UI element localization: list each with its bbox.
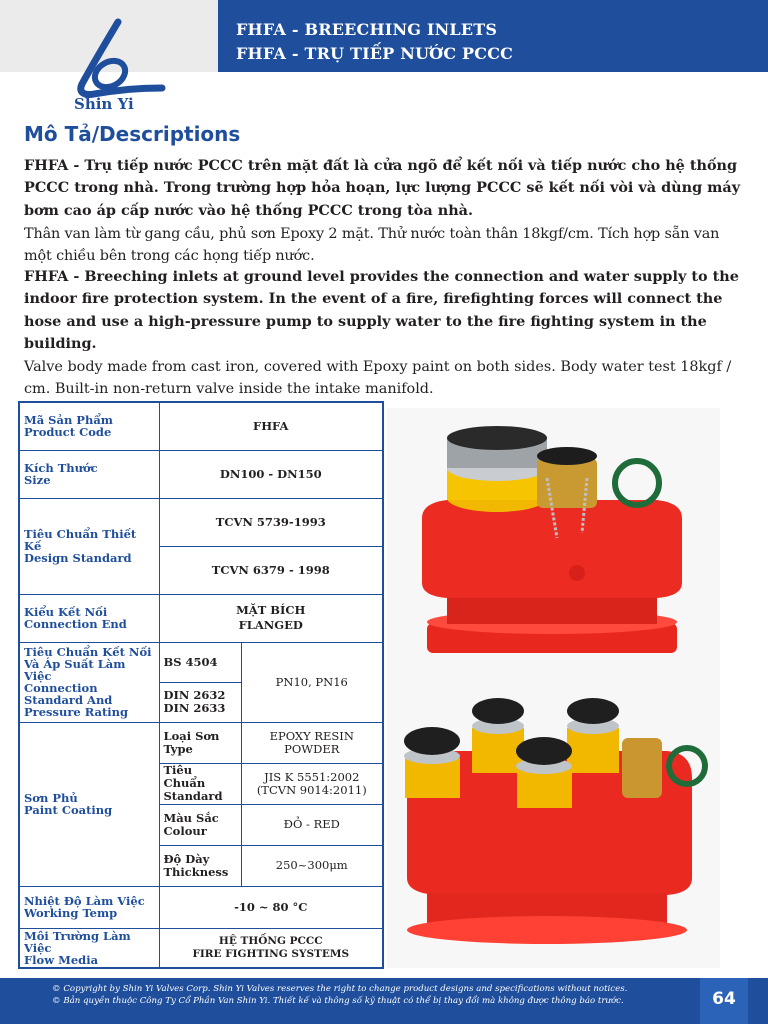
table-row <box>19 450 383 498</box>
spec-value: EPOXY RESIN POWDER <box>241 722 383 763</box>
spec-table <box>18 401 384 969</box>
description-en-bold: FHFA - Breeching inlets at ground level provides the connection and water supply to the indoor fire protection system. In the event of a fire, firefighting forces will connect the hose and use a high-pressure pump to supply water to the fire fighting system in the building. <box>24 268 739 352</box>
table-row <box>19 402 383 450</box>
spec-value: TCVN 6379 - 1998 <box>159 546 383 594</box>
description-vi-regular: Thân van làm từ gang cầu, phủ sơn Epoxy 2 mặt. Thử nước toàn thân 18kgf/cm. Tích hợp sẵn van một chiều bên trong các họng tiếp nước. <box>24 226 720 265</box>
header-title-en: FHFA - BREECHING INLETS <box>236 20 498 39</box>
copyright-vi: © Bản quyền thuộc Công Ty Cổ Phần Van Shin Yi. Thiết kế và thông số kỹ thuật có thể bị thay đổi mà không được thông báo trước. <box>52 996 624 1006</box>
page-number: 64 <box>700 978 748 1024</box>
spec-label: Tiêu Chuẩn Thiết Kế Design Standard <box>19 498 159 594</box>
spec-label: Tiêu Chuẩn Kết Nối Và Áp Suất Làm Việc Connection Standard And Pressure Rating <box>19 642 159 722</box>
spec-label: Kiểu Kết Nối Connection End <box>19 594 159 642</box>
table-row <box>19 642 383 682</box>
spec-label: Sơn Phủ Paint Coating <box>19 722 159 886</box>
spec-sublabel: Màu Sắc Colour <box>159 804 241 845</box>
spec-sublabel: DIN 2632 DIN 2633 <box>159 682 241 722</box>
spec-value: JIS K 5551:2002 (TCVN 9014:2011) <box>241 763 383 804</box>
spec-value: HỆ THỐNG PCCC FIRE FIGHTING SYSTEMS <box>159 928 383 968</box>
spec-value: DN100 - DN150 <box>159 450 383 498</box>
spec-sublabel: Tiêu Chuẩn Standard <box>159 763 241 804</box>
spec-value: FHFA <box>159 402 383 450</box>
spec-value: ĐỎ - RED <box>241 804 383 845</box>
copyright-en: © Copyright by Shin Yi Valves Corp. Shin Yi Valves reserves the right to change product designs and specifications without notices. <box>52 984 628 994</box>
product-photo <box>387 408 720 968</box>
header-band <box>218 0 768 72</box>
spec-value: -10 ~ 80 °C <box>159 886 383 928</box>
spec-value: 250~300μm <box>241 845 383 886</box>
spec-sublabel: BS 4504 <box>159 642 241 682</box>
spec-sublabel: Loại Sơn Type <box>159 722 241 763</box>
logo-text: Shin Yi <box>74 95 134 113</box>
breeching-inlet-2way-image <box>422 426 682 653</box>
spec-label: Kích Thước Size <box>19 450 159 498</box>
spec-label: Nhiệt Độ Làm Việc Working Temp <box>19 886 159 928</box>
description-en-regular: Valve body made from cast iron, covered with Epoxy paint on both sides. Body water test 18kgf / cm. Built-in non-return valve inside the intake manifold. <box>24 359 732 398</box>
spec-value: TCVN 5739-1993 <box>159 498 383 546</box>
header-title-vi: FHFA - TRỤ TIẾP NƯỚC PCCC <box>236 44 514 63</box>
table-row <box>19 722 383 763</box>
table-row <box>19 498 383 546</box>
table-row <box>19 594 383 642</box>
spec-sublabel: Độ Dày Thickness <box>159 845 241 886</box>
spec-value: PN10, PN16 <box>241 642 383 722</box>
description-vi-bold: FHFA - Trụ tiếp nước PCCC trên mặt đất là cửa ngõ để kết nối và tiếp nước cho hệ thống PCCC trong nhà. Trong trường hợp hỏa hoạn, lực lượng PCCC sẽ kết nối vòi và dùng máy bơm cao áp cấp nước vào hệ thống PCCC trong tòa nhà. <box>24 157 741 219</box>
table-row <box>19 886 383 928</box>
spec-value: MẶT BÍCH FLANGED <box>159 594 383 642</box>
spec-label: Mã Sản Phẩm Product Code <box>19 402 159 450</box>
spec-label: Môi Trường Làm Việc Flow Media <box>19 928 159 968</box>
footer <box>0 978 768 1024</box>
table-row <box>19 928 383 968</box>
section-title: Mô Tả/Descriptions <box>24 122 241 146</box>
